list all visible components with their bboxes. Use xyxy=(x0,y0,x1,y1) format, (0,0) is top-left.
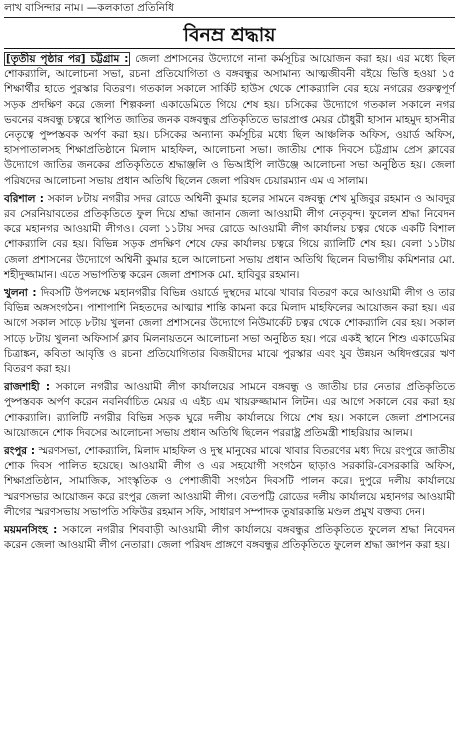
paragraph-lead: রংপুর : xyxy=(4,445,35,458)
paragraph-text: সকাল ৮টায় নগরীর সদর রোডে অশ্বিনী কুমার হলের সামনে বঙ্গবন্ধু শেখ মুজিবুর রহমান ও আবদুর রব সেরনিয়াবতের প্রতিকৃতিতে ফুল দিয়ে শ্রদ্ধা জানান জেলা আওয়ামী লীগ নেতৃবৃন্দ। ফুলেল শ্রদ্ধা নিবেদন করে মহানগর আওয়ামী লীগও। বেলা ১১টায় সদর রোডে আওয়ামী লীগ কার্যালয় চত্বর থেকে একটি বিশাল শোকর‍্যালি বের হয়। বিভিন্ন সড়ক প্রদক্ষিণ শেষে ফের কার্যালয় চত্বরে গিয়ে র‍্যালিটি শেষ হয়। বেলা ১১টায় জেলা প্রশাসনের উদ্যোগে অশ্বিনী কুমার হলে আলোচনা সভায় প্রধান অতিথি ছিলেন বিভাগীয় কমিশনার মো. শহীদুজ্জামান। এতে সভাপতিত্ব করেন জেলা প্রশাসক মো. হাবিবুর রহমান। xyxy=(4,192,455,281)
paragraph-rangpur xyxy=(4,444,455,520)
previous-article-tail: লাখ বাসিন্দার নাম। —কলকাতা প্রতিনিধি xyxy=(4,0,455,18)
paragraph-text: দিবসটি উপলক্ষে মহানগরীর বিভিন্ন ওয়ার্ডে দুস্থদের মাঝে খাবার বিতরণ করে আওয়ামী লীগ ও তার বিভিন্ন অঙ্গসংগঠন। পাশাপাশি নিহতদের আত্মার শান্তি কামনা করে মিলাদ মাহফিলের আয়োজন করা হয়। এর আগে সকাল সাড়ে ৮টায় খুলনা জেলা প্রশাসনের উদ্যোগে নিউমার্কেট চত্বর থেকে শোকর‍্যালি বের হয়। সকাল সাড়ে ৮টায় খুলনা অফিসার্স ক্লাব মিলনায়তনে আলোচনা সভা অনুষ্ঠিত হয়। পরে একই স্থানে শিশু একাডেমির চিত্রাঙ্কন, কবিতা আবৃত্তি ও রচনা প্রতিযোগিতার বিজয়ীদের মাঝে পুরস্কার এবং যুব উন্নয়ন অধিদপ্তরের ঋণ বিতরণ করা হয়। xyxy=(4,287,455,376)
article-body xyxy=(4,52,455,554)
paragraph-lead: বরিশাল : xyxy=(4,192,44,205)
paragraph-chattogram xyxy=(4,52,455,189)
paragraph-lead: ময়মনসিংহ : xyxy=(4,524,58,537)
paragraph-text: জেলা প্রশাসনের উদ্যোগে নানা কর্মসূচির আয়োজন করা হয়। এর মধ্যে ছিল শোকর‍্যালি, আলোচনা সভা, রচনা প্রতিযোগিতা ও বঙ্গবন্ধুর অসামান্য আত্মজীবনী বইয়ে ভিত্তি হওয়া ১৫ শিক্ষার্থীর হাতে পুরস্কার বিতরণ। গতকাল সকালে সার্কিট হাউস থেকে শোকর‍্যালি বের হয়ে নগরের গুরুত্বপূর্ণ সড়ক প্রদক্ষিণ করে জেলা শিল্পকলা একাডেমিতে গিয়ে শেষ হয়। চসিকের উদ্যোগে গতকাল সকালে নগর ভবনের বঙ্গবন্ধু চত্বরে স্থাপিত জাতির জনক বঙ্গবন্ধুর প্রতিকৃতিতে ভারপ্রাপ্ত মেয়র চৌধুরী হাসান মাহমুদ হাসনীর নেতৃত্বে পুষ্পস্তবক অর্পণ করা হয়। চসিকের অন্যান্য কর্মসূচির মধ্যে ছিল আঞ্চলিক অফিস, ওয়ার্ড অফিস, হাসপাতালসহ শিক্ষাপ্রতিষ্ঠানে মিলাদ মাহফিল, আলোচনা সভা। জাতীয় শোক দিবসে চট্টগ্রাম প্রেস ক্লাবের উদ্যোগে জাতির জনকের প্রতিকৃতিতে শ্রদ্ধাঞ্জলি ও ভিআইপি লাউঞ্জে আলোচনা সভা অনুষ্ঠিত হয়। জেলা পরিষদের আলোচনা সভায় প্রধান অতিথি ছিলেন জেলা পরিষদ চেয়ারম্যান এম এ সালাম। xyxy=(4,53,456,187)
paragraph-mymensingh xyxy=(4,523,455,553)
paragraph-lead: খুলনা : xyxy=(4,287,37,300)
paragraph-lead: [তৃতীয় পৃষ্ঠার পর] চট্টগ্রাম : xyxy=(6,53,129,65)
paragraph-khulna xyxy=(4,286,455,377)
article-headline: বিনম্র শ্রদ্ধায় xyxy=(4,22,455,49)
paragraph-lead: রাজশাহী : xyxy=(4,381,50,394)
paragraph-text: সকালে নগরীর আওয়ামী লীগ কার্যালয়ের সামনে বঙ্গবন্ধু ও জাতীয় চার নেতার প্রতিকৃতিতে পুষ্পস্তবক অর্পণ করেন নবনির্বাচিত মেয়র এ এইচ এম খায়রুজ্জামান লিটন। এর আগে সকালে বের করা হয় শোকর‍্যালি। র‍্যালিটি নগরীর বিভিন্ন সড়ক ঘুরে দলীয় কার্যালয়ে গিয়ে শেষ হয়। সকালে জেলা প্রশাসনের আয়োজনে শোক দিবসের আলোচনা সভায় প্রধান অতিথি ছিলেন পররাষ্ট্র প্রতিমন্ত্রী শাহরিয়ার আলম। xyxy=(4,381,455,439)
paragraph-barishal xyxy=(4,192,455,283)
paragraph-text: স্মরণসভা, শোকর‍্যালি, মিলাদ মাহফিল ও দুস্থ মানুষের মাঝে খাবার বিতরণের মধ্য দিয়ে রংপুরে জাতীয় শোক দিবস পালিত হয়েছে। আওয়ামী লীগ ও এর সহযোগী সংগঠন ছাড়াও সরকারি-বেসরকারি অফিস, শিক্ষাপ্রতিষ্ঠান, সামাজিক, সাংস্কৃতিক ও পেশাজীবী সংগঠন দিবসটি পালন করে। দুপুরে দলীয় কার্যালয়ে স্মরণসভার আয়োজন করে রংপুর জেলা আওয়ামী লীগ। বেতপট্টি রোডের দলীয় কার্যালয়ে মহানগর আওয়ামী লীগের স্মরণসভায় সভাপতি সফিউর রহমান সফি, সাধারণ সম্পাদক তুষারকান্তি মণ্ডল প্রমুখ বক্তব্য দেন। xyxy=(4,445,455,518)
paragraph-text: সকালে নগরীর শিববাড়ী আওয়ামী লীগ কার্যালয়ে বঙ্গবন্ধুর প্রতিকৃতিতে ফুলেল শ্রদ্ধা নিবেদন করেন জেলা আওয়ামী লীগ নেতারা। জেলা পরিষদ প্রাঙ্গণে বঙ্গবন্ধুর প্রতিকৃতিতে ফুলেল শ্রদ্ধা জ্ঞাপন করা হয়। xyxy=(4,524,456,552)
paragraph-rajshahi xyxy=(4,380,455,441)
